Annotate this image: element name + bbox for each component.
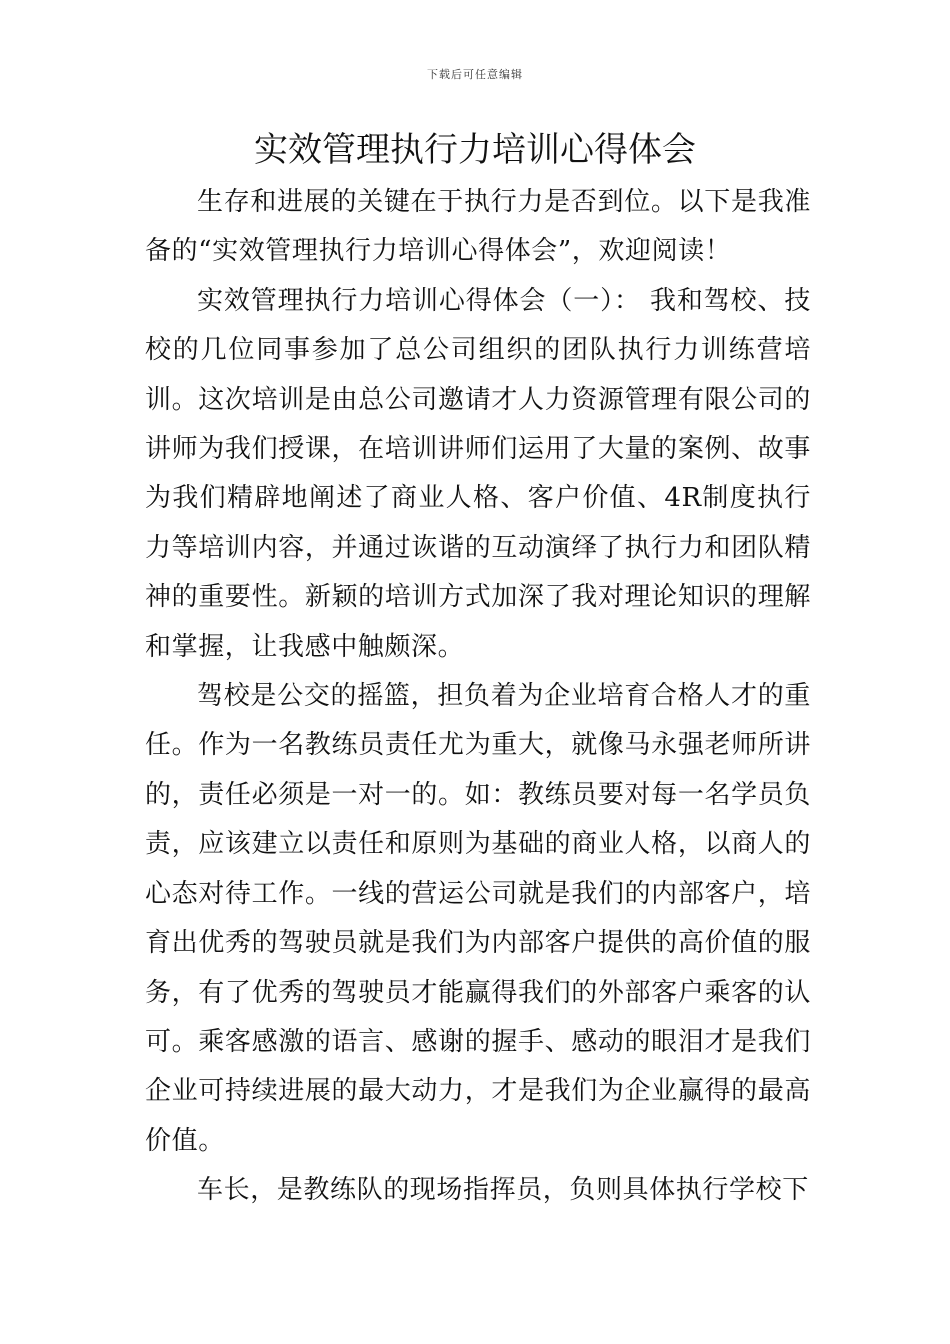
paragraph-section-one: 实效管理执行力培训心得体会（一）： 我和驾校、技校的几位同事参加了总公司组织的团队执行力训练营培训。这次培训是由总公司邀请才人力资源管理有限公司的讲师为我们授课，在培训讲师们运用了大量的案例、故事为我们精辟地阐述了商业人格、客户价值、4R制度执行力等培训内容，并通过诙谐的互动演绎了执行力和团队精神的重要性。新颖的培训方式加深了我对理论知识的理解和掌握，让我感中触颇深。: [145, 285, 811, 662]
paragraph-intro: 生存和进展的关键在于执行力是否到位。以下是我准备的“实效管理执行力培训心得体会”，欢迎阅读！: [145, 187, 811, 267]
paragraph-team-leader: 车长，是教练队的现场指挥员，负则具体执行学校下: [197, 1175, 809, 1206]
header-note: 下载后可任意编辑: [427, 68, 523, 81]
document-title: 实效管理执行力培训心得体会: [254, 130, 696, 170]
document-body: [145, 178, 811, 1216]
paragraph-driving-school: 驾校是公交的摇篮，担负着为企业培育合格人才的重任。作为一名教练员责任尤为重大，就像马永强老师所讲的，责任必须是一对一的。如：教练员要对每一名学员负责，应该建立以责任和原则为基础的商业人格，以商人的心态对待工作。一线的营运公司就是我们的内部客户，培育出优秀的驾驶员就是我们为内部客户提供的高价值的服务，有了优秀的驾驶员才能赢得我们的外部客户乘客的认可。乘客感激的语言、感谢的握手、感动的眼泪才是我们企业可持续进展的最大动力，才是我们为企业赢得的最高价值。: [145, 681, 811, 1156]
